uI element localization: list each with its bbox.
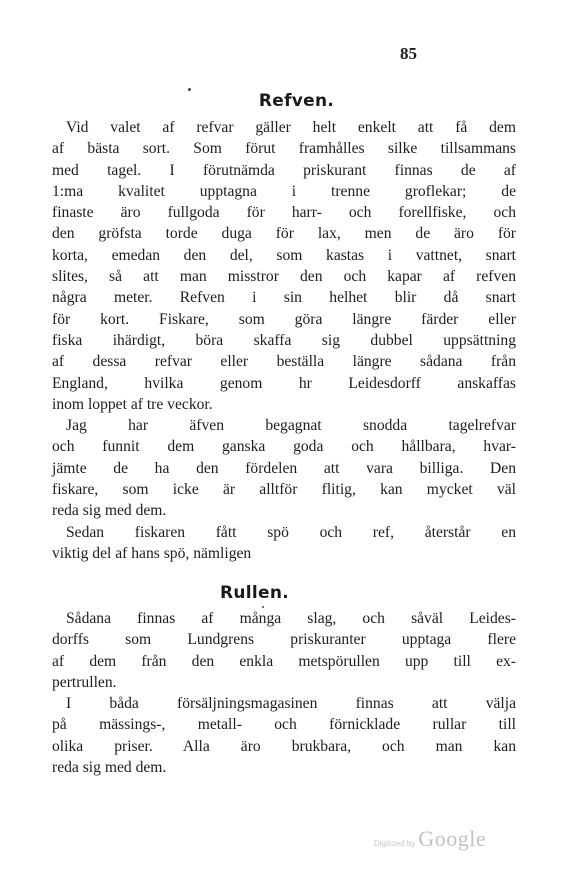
text-line: inom loppet af tre veckor. <box>52 395 213 413</box>
text-line: fiskare, som icke är alltför flitig, kan mycket väl <box>52 481 516 499</box>
digitized-by-google-watermark <box>374 826 486 852</box>
text-line: Vid valet af refvar gäller helt enkelt att få dem <box>66 119 516 136</box>
text-line: reda sig med dem. <box>52 502 167 520</box>
text-line: slites, så att man misstror den och kapar af refven <box>52 268 516 286</box>
text-line: Jag har äfven begagnat snodda tagelrefvar <box>66 417 516 435</box>
text-line: några meter. Refven i sin helhet blir då snart <box>52 289 516 307</box>
section-heading-refven: Refven. <box>258 91 335 111</box>
page-number: 85 <box>400 44 417 63</box>
text-line: af bästa sort. Som förut framhålles silke tillsammans <box>52 140 516 158</box>
text-line: af dem från den enkla metspörullen upp till ex- <box>52 652 516 670</box>
print-speck <box>188 88 191 91</box>
text-line: dorffs som Lundgrens priskuranter upptaga flere <box>52 631 516 649</box>
text-line: Sådana finnas af många slag, och såväl Leides- <box>66 610 516 627</box>
text-line: den gröfsta torde duga för lax, men de äro för <box>52 225 516 243</box>
text-line: för kort. Fiskare, som göra längre färder eller <box>52 310 516 328</box>
google-logo: Google <box>418 826 487 851</box>
text-line: olika priser. Alla äro brukbara, och man kan <box>52 737 516 755</box>
text-line: pertrullen. <box>52 673 117 691</box>
section-body-refven <box>52 117 516 564</box>
text-line: I båda försäljningsmagasinen finnas att välja <box>66 695 516 713</box>
text-line: 1:ma kvalitet upptagna i trenne groflekar; de <box>52 182 516 200</box>
section-heading-rullen: Rullen. <box>219 583 290 603</box>
text-line: reda sig med dem. <box>52 759 167 777</box>
text-line: på mässings-, metall- och förnicklade rullar till <box>52 716 516 734</box>
text-line: jämte de ha den fördelen att vara billiga. Den <box>52 459 516 477</box>
text-line: med tagel. I förutnämda priskurant finnas de af <box>52 161 516 179</box>
watermark-prefix: Digitized by <box>374 839 416 848</box>
text-line: England, hvilka genom hr Leidesdorff anskaffas <box>52 374 516 392</box>
text-line: fiska ihärdigt, böra skaffa sig dubbel uppsättning <box>52 331 516 349</box>
text-line: Sedan fiskaren fått spö och ref, återstår en <box>66 523 516 541</box>
text-line: viktig del af hans spö, nämligen <box>52 544 252 562</box>
text-line: af dessa refvar eller beställa längre sådana från <box>52 353 516 371</box>
text-line: och funnit dem ganska goda och hållbara, hvar- <box>52 438 516 456</box>
text-line: finaste äro fullgoda för harr- och forellfiske, och <box>52 204 516 222</box>
print-speck <box>262 606 264 608</box>
text-line: korta, emedan den del, som kastas i vattnet, snart <box>52 246 516 264</box>
section-body-rullen <box>52 608 516 778</box>
